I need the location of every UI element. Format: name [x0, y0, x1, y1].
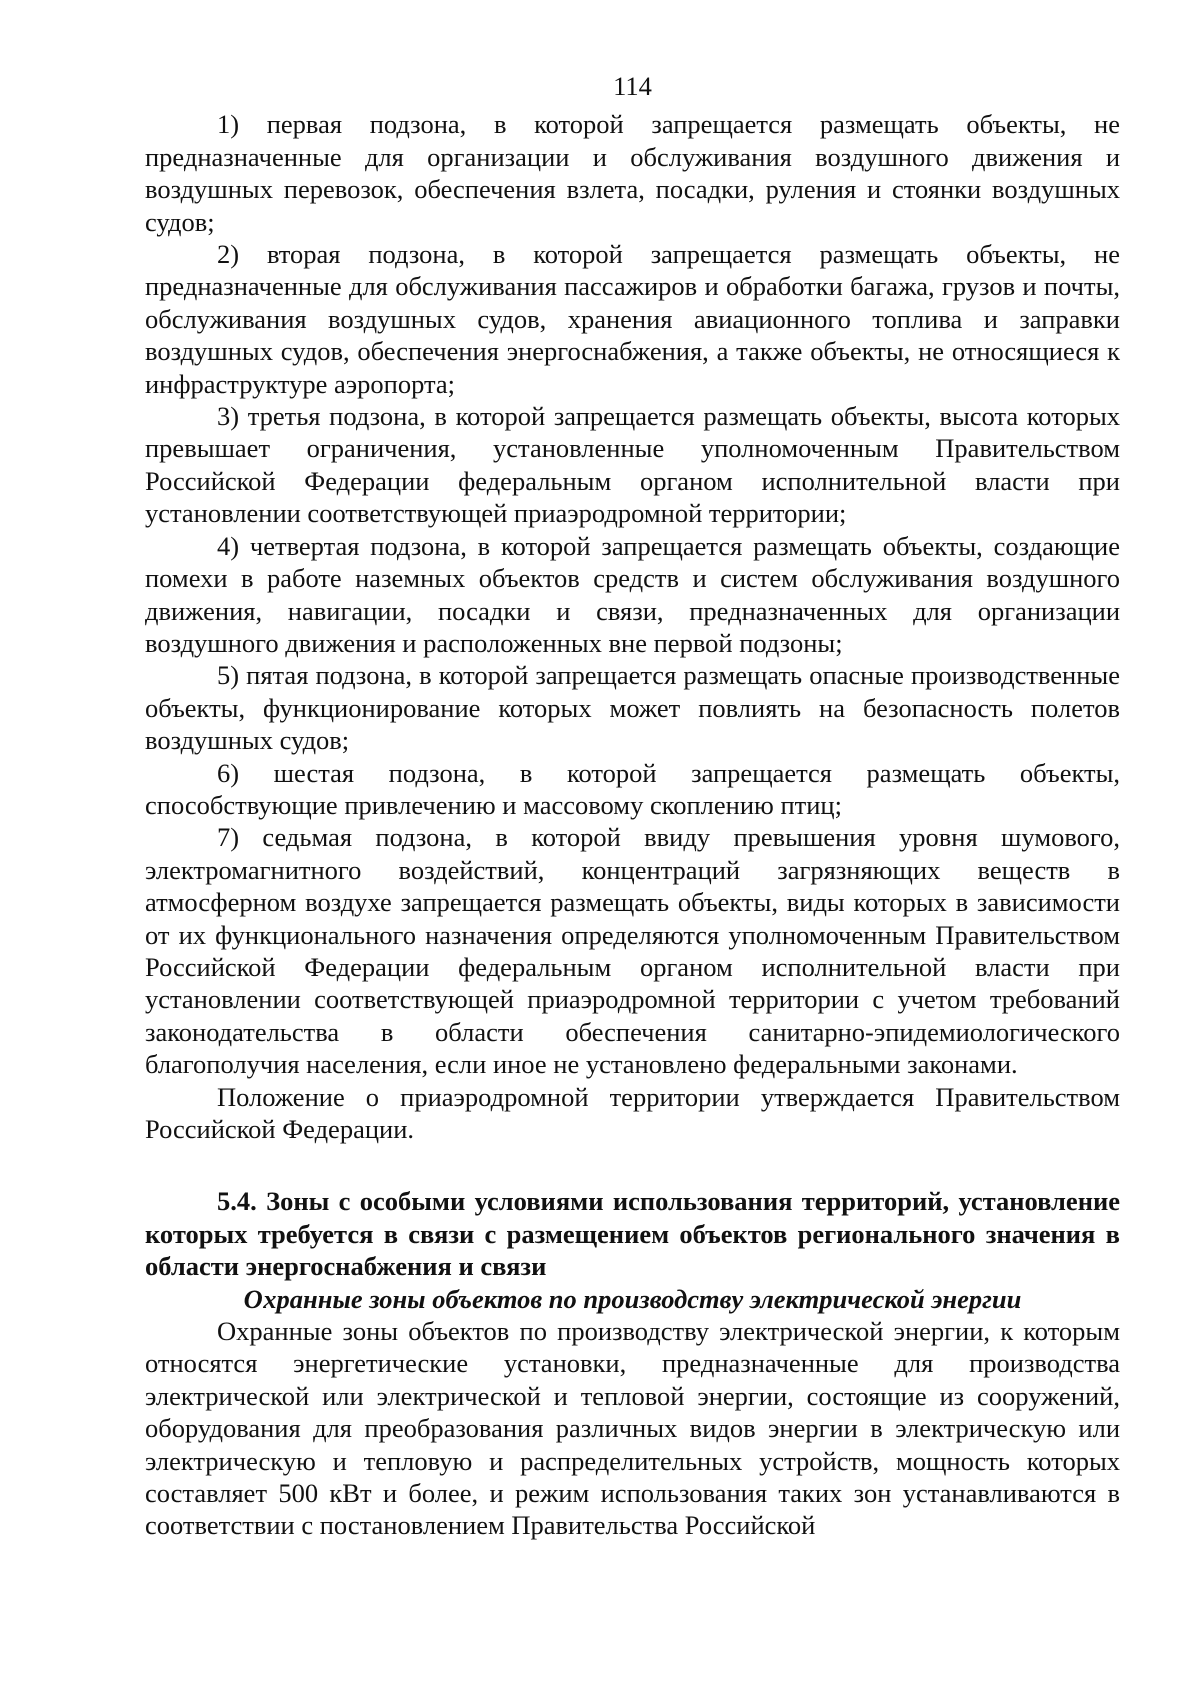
list-item-2: 2) вторая подзона, в которой запрещается размещать объекты, не предназначенные для обслуживания пассажиров и обработки багажа, грузов и почты, обслуживания воздушных судов, хранения авиационного топлива и заправки воздушных судов, обеспечения энергоснабжения, а также объекты, не относящиеся к инфраструктуре аэропорта;	[145, 239, 1120, 399]
list-item-3: 3) третья подзона, в которой запрещается размещать объекты, высота которых превышает ограничения, установленные уполномоченным Правительством Российской Федерации федеральным органом исполнительной власти при установлении соответствующей приаэродромной территории;	[145, 401, 1120, 529]
list-item-4: 4) четвертая подзона, в которой запрещается размещать объекты, создающие помехи в работе наземных объектов средств и систем обслуживания воздушного движения, навигации, посадки и связи, предназначенных для организации воздушного движения и расположенных вне первой подзоны;	[145, 530, 1120, 658]
page-number: 114	[613, 71, 652, 101]
list-item-6: 6) шестая подзона, в которой запрещается размещать объекты, способствующие привлечению и массовому скоплению птиц;	[145, 757, 1120, 820]
closing-paragraph: Положение о приаэродромной территории утверждается Правительством Российской Федерации.	[145, 1081, 1120, 1144]
list-item-1: 1) первая подзона, в которой запрещается размещать объекты, не предназначенные для организации и обслуживания воздушного движения и воздушных перевозок, обеспечения взлета, посадки, руления и стоянки воздушных судов;	[145, 109, 1120, 237]
subsection-heading: Охранные зоны объектов по производству электрической энергии	[243, 1283, 1022, 1314]
list-item-7: 7) седьмая подзона, в которой ввиду превышения уровня шумового, электромагнитного воздействий, концентраций загрязняющих веществ в атмосферном воздухе запрещается размещать объекты, виды которых в зависимости от их функционального назначения определяются уполномоченным Правительством Российской Федерации федеральным органом исполнительной власти при установлении соответствующей приаэродромной территории с учетом требований законодательства в области обеспечения санитарно-эпидемиологического благополучия населения, если иное не установлено федеральными законами.	[145, 822, 1120, 1080]
list-item-5: 5) пятая подзона, в которой запрещается размещать опасные производственные объекты, функционирование которых может повлиять на безопасность полетов воздушных судов;	[145, 660, 1120, 756]
body-paragraph: Охранные зоны объектов по производству электрической энергии, к которым относятся энергетические установки, предназначенные для производства электрической или электрической и тепловой энергии, состоящие из сооружений, оборудования для преобразования различных видов энергии в электрическую или электрическую и тепловую и распределительных устройств, мощность которых составляет 500 кВт и более, и режим использования таких зон устанавливаются в соответствии с постановлением Правительства Российской	[145, 1316, 1120, 1541]
section-heading: 5.4. Зоны с особыми условиями использования территорий, установление которых требуется в связи с размещением объектов регионального значения в области энергоснабжения и связи	[145, 1186, 1120, 1282]
document-page	[145, 70, 1120, 1542]
